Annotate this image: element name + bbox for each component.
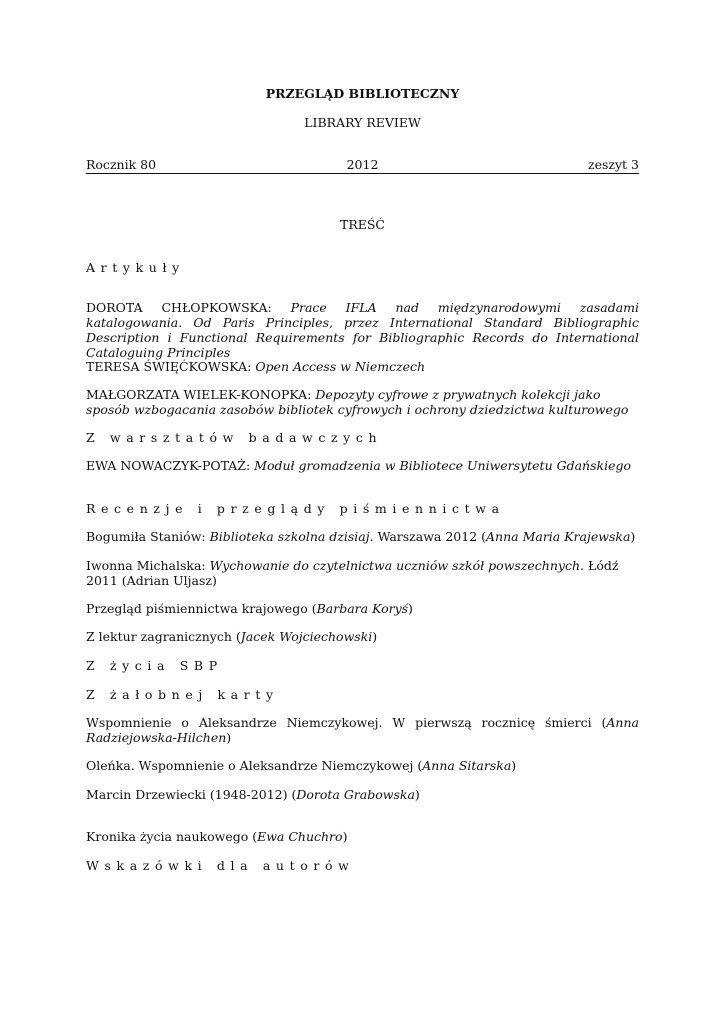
entry-reviewer: Anna Maria Krajewska xyxy=(486,529,631,544)
entry-close: ) xyxy=(342,829,348,844)
journal-subtitle: LIBRARY REVIEW xyxy=(304,115,421,130)
section-obituary: Z żałobnej karty xyxy=(86,687,279,702)
obituary-olenka xyxy=(86,758,639,773)
entry-wielek-konopka xyxy=(86,387,639,417)
entry-close: ) xyxy=(372,629,378,644)
entry-text: Oleńka. Wspomnienie o Aleksandrze Niemczykowej ( xyxy=(86,758,423,773)
entry-reviewer: Dorota Grabowska xyxy=(296,787,415,802)
header-divider xyxy=(86,173,639,174)
entry-close: ) xyxy=(226,730,232,745)
entry-text: Z lektur zagranicznych ( xyxy=(86,629,241,644)
chronicle-entry xyxy=(86,829,639,844)
entry-details: Łódź 2011 (Adrian Uljasz) xyxy=(86,558,619,588)
entry-title: Wychowanie do czytelnictwa uczniów szkół powszechnych. xyxy=(209,558,584,573)
entry-nowaczyk-potaz xyxy=(86,458,639,473)
entry-text: Przegląd piśmiennictwa krajowego ( xyxy=(86,601,317,616)
entry-author: EWA NOWACZYK-POTAŻ: xyxy=(86,458,255,473)
entry-reviewer: Anna Sitarska xyxy=(422,758,512,773)
review-michalska xyxy=(86,558,646,588)
review-domestic xyxy=(86,601,639,616)
journal-title: PRZEGLĄD BIBLIOTECZNY xyxy=(265,86,460,101)
entry-swieckowska xyxy=(86,359,639,374)
entry-author: DOROTA CHŁOPKOWSKA: xyxy=(86,300,291,315)
entry-reviewer: Jacek Wojciechowski xyxy=(240,629,373,644)
entry-close: ) xyxy=(630,529,636,544)
entry-author: Iwonna Michalska: xyxy=(86,558,210,573)
entry-reviewer: Anna Radziejowska-Hilchen xyxy=(86,715,639,745)
entry-close: ) xyxy=(511,758,517,773)
entry-title: Prace IFLA nad międzynarodowymi zasadami katalogowania. Od Paris Principles, przez International Standard Bibliographic Description i Functional Requirements for Bibliographic Records do International Cataloguing Principles xyxy=(86,300,639,360)
entry-title: Moduł gromadzenia w Bibliotece Uniwersytetu Gdańskiego xyxy=(254,458,631,473)
entry-close: ) xyxy=(414,787,420,802)
entry-text: Marcin Drzewiecki (1948-2012) ( xyxy=(86,787,297,802)
entry-title: Open Access w Niemczech xyxy=(255,359,426,374)
entry-author: MAŁGORZATA WIELEK-KONOPKA: xyxy=(86,387,316,402)
entry-close: ) xyxy=(408,601,413,616)
section-articles: Artykuły xyxy=(86,260,185,275)
entry-chlopkowska xyxy=(86,300,639,360)
entry-author: TERESA ŚWIĘĆKOWSKA: xyxy=(86,359,256,374)
entry-title: Biblioteka szkolna dzisiaj. xyxy=(209,529,374,544)
issue-label: zeszyt 3 xyxy=(588,157,639,172)
section-guidelines: Wskazówki dla autorów xyxy=(86,858,355,873)
review-staniow xyxy=(86,529,639,544)
entry-author: Bogumiła Staniów: xyxy=(86,529,210,544)
review-foreign xyxy=(86,629,639,644)
volume-label: Rocznik 80 xyxy=(86,157,157,172)
section-sbp: Z życia SBP xyxy=(86,658,223,673)
section-reviews: Recenzje i przeglądy piśmiennictwa xyxy=(86,501,505,516)
obituary-niemczykowa xyxy=(86,715,639,745)
entry-text: Kronika życia naukowego ( xyxy=(86,829,258,844)
entry-reviewer: Ewa Chuchro xyxy=(257,829,343,844)
entry-title: Depozyty cyfrowe z prywatnych kolekcji jako sposób wzbogacania zasobów bibliotek cyfrowych i ochrony dziedzictwa kulturowego xyxy=(86,387,629,417)
entry-reviewer: Barbara Koryś xyxy=(316,601,409,616)
entry-details: Warszawa 2012 ( xyxy=(373,529,487,544)
year-label: 2012 xyxy=(346,157,379,172)
obituary-drzewiecki xyxy=(86,787,639,802)
entry-text: Wspomnienie o Aleksandrze Niemczykowej. W pierwszą rocznicę śmierci ( xyxy=(86,715,607,730)
section-workshops: Z warsztatów badawczych xyxy=(86,430,383,445)
contents-heading: TREŚĆ xyxy=(339,217,385,232)
